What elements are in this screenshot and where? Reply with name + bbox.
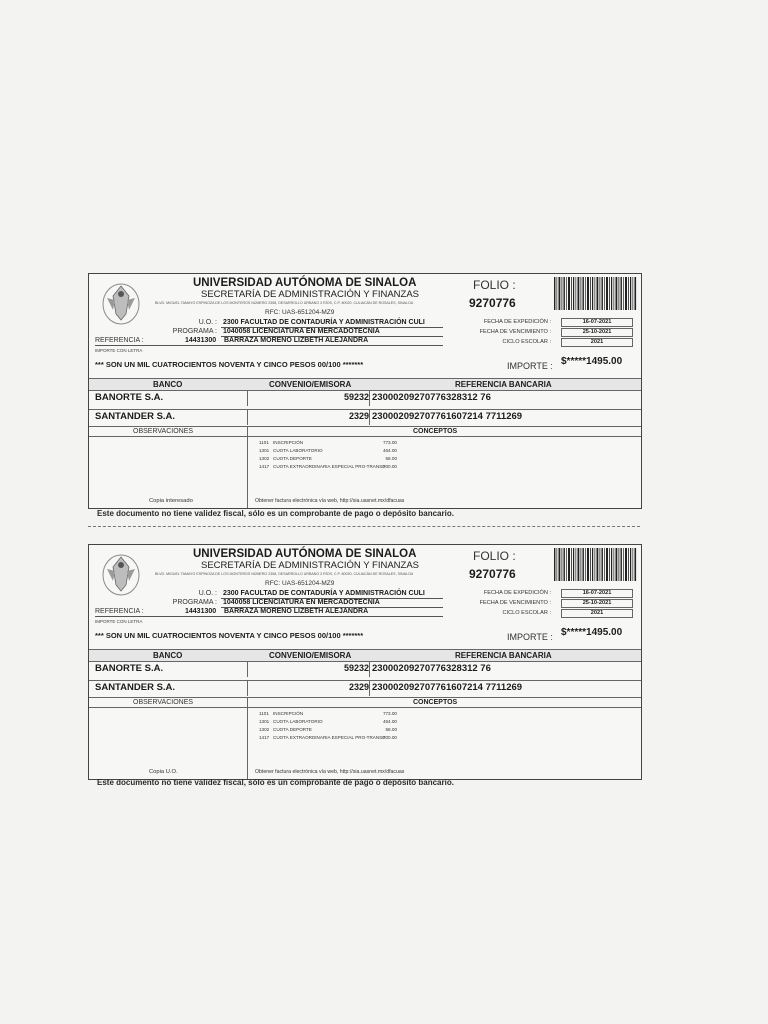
folio-label: FOLIO : [473, 549, 516, 563]
observaciones-header: OBSERVACIONES [133, 428, 194, 435]
uo-value: 2300 FACULTAD DE CONTADURÍA Y ADMINISTRACIÓN CULI [223, 319, 425, 326]
address: BLVD. MIGUEL TAMAYO ESPINOZA DE LOS MONTEROS NÚMERO 2358, DESARROLLO URBANO 3 RÍOS, C.P. 80020, CULIACÁN DE ROSALES, SINALOA [155, 301, 414, 305]
observaciones-conceptos: OBSERVACIONES CONCEPTOS 1101 INSCRIPCIÓN 773.00 1301 CUOTA LABORATORIO 464.00 1302 CUOTA DEPORTE 58.00 1417 CUOTA EXTRAORDINARIA ESPECIAL PRO-TRANSP 200.00 Copia interesado Obtener factura electrónica vía web, http://sia.uasnet.mx/dfacuas [89, 426, 641, 508]
matricula-value: 14431300 [185, 608, 217, 615]
fecha-expedicion-value: 16-07-2021 [561, 589, 633, 598]
bank-table-header [89, 378, 641, 390]
observaciones-conceptos: OBSERVACIONES CONCEPTOS 1101 INSCRIPCIÓN 773.00 1301 CUOTA LABORATORIO 464.00 1302 CUOTA DEPORTE 58.00 1417 CUOTA EXTRAORDINARIA ESPECIAL PRO-TRANSP 200.00 Copia U.O. Obtener factura electrónica vía web, http://sia.uasnet.mx/dfacuas [89, 697, 641, 779]
address: BLVD. MIGUEL TAMAYO ESPINOZA DE LOS MONTEROS NÚMERO 2358, DESARROLLO URBANO 3 RÍOS, C.P. 80020, CULIACÁN DE ROSALES, SINALOA [155, 572, 414, 576]
referencia-bancaria-value: 23000209270776328312 76 [372, 663, 491, 674]
fecha-vencimiento-value: 25-10-2021 [561, 328, 633, 337]
fecha-vencimiento-label: FECHA DE VENCIMIENTO : [479, 329, 551, 335]
bank-name: BANORTE S.A. [95, 392, 164, 403]
convenio-value: 59232 [343, 392, 369, 402]
bank-table-header [89, 649, 641, 661]
banco-header: BANCO [153, 380, 183, 389]
importe-value: $*****1495.00 [561, 356, 623, 367]
uo-label: U.O. : [198, 319, 217, 326]
copy-label: Copia U.O. [149, 769, 178, 775]
importe-label: IMPORTE : [507, 632, 553, 642]
referencia-label: REFERENCIA : [95, 608, 144, 615]
folio-label: FOLIO : [473, 278, 516, 292]
rfc: RFC: UAS-651204-MZ9 [265, 309, 335, 316]
factura-note: Obtener factura electrónica vía web, http://sia.uasnet.mx/dfacuas [255, 498, 405, 504]
importe-label: IMPORTE : [507, 361, 553, 371]
referencia-bancaria-value: 230002092707761607214 7711269 [372, 411, 523, 422]
payment-slip-uo [88, 544, 642, 780]
fecha-vencimiento-value: 25-10-2021 [561, 599, 633, 608]
convenio-header: CONVENIO/EMISORA [269, 651, 352, 660]
rfc: RFC: UAS-651204-MZ9 [265, 580, 335, 587]
importe-value: $*****1495.00 [561, 627, 623, 638]
programa-value: 1040058 LICENCIATURA EN MERCADOTECNIA [223, 599, 380, 606]
barcode-icon [553, 277, 637, 310]
conceptos-header: CONCEPTOS [413, 699, 458, 706]
importe-letra-label: IMPORTE CON LETRA [95, 619, 143, 624]
table-row [89, 409, 641, 425]
ciclo-escolar-value: 2021 [561, 338, 633, 347]
programa-label: PROGRAMA : [172, 599, 217, 606]
bank-name: SANTANDER S.A. [95, 411, 176, 422]
folio-number: 9270776 [469, 296, 516, 310]
payment-slip-interesado [88, 273, 642, 509]
referencia-bancaria-header: REFERENCIA BANCARIA [455, 651, 552, 660]
university-seal-icon [99, 551, 143, 597]
referencia-bancaria-value: 230002092707761607214 7711269 [372, 682, 523, 693]
university-name: UNIVERSIDAD AUTÓNOMA DE SINALOA [193, 277, 417, 289]
barcode-icon [553, 548, 637, 581]
disclaimer: Este documento no tiene validez fiscal, sólo es un comprobante de pago o depósito bancario. [97, 509, 454, 518]
fecha-expedicion-label: FECHA DE EXPEDICIÓN : [483, 319, 551, 325]
folio-number: 9270776 [469, 567, 516, 581]
student-name: BARRAZA MORENO LIZBETH ALEJANDRA [224, 337, 369, 344]
convenio-value: 2329 [348, 411, 369, 421]
programa-value: 1040058 LICENCIATURA EN MERCADOTECNIA [223, 328, 380, 335]
ciclo-escolar-label: CICLO ESCOLAR : [502, 610, 551, 616]
fecha-expedicion-value: 16-07-2021 [561, 318, 633, 327]
secretaria-name: SECRETARÍA DE ADMINISTRACIÓN Y FINANZAS [201, 560, 420, 571]
uo-value: 2300 FACULTAD DE CONTADURÍA Y ADMINISTRACIÓN CULI [223, 590, 425, 597]
university-name: UNIVERSIDAD AUTÓNOMA DE SINALOA [193, 548, 417, 560]
referencia-bancaria-header: REFERENCIA BANCARIA [455, 380, 552, 389]
fecha-expedicion-label: FECHA DE EXPEDICIÓN : [483, 590, 551, 596]
programa-label: PROGRAMA : [172, 328, 217, 335]
copy-label: Copia interesado [149, 498, 193, 504]
disclaimer: Este documento no tiene validez fiscal, sólo es un comprobante de pago o depósito bancario. [97, 778, 454, 787]
importe-letra-label: IMPORTE CON LETRA [95, 348, 143, 353]
banco-header: BANCO [153, 651, 183, 660]
referencia-bancaria-value: 23000209270776328312 76 [372, 392, 491, 403]
secretaria-name: SECRETARÍA DE ADMINISTRACIÓN Y FINANZAS [201, 289, 420, 300]
fecha-vencimiento-label: FECHA DE VENCIMIENTO : [479, 600, 551, 606]
university-seal-icon [99, 280, 143, 326]
observaciones-header: OBSERVACIONES [133, 699, 194, 706]
convenio-value: 2329 [348, 682, 369, 692]
importe-letra-value: *** SON UN MIL CUATROCIENTOS NOVENTA Y CINCO PESOS 00/100 ******* [95, 360, 364, 369]
bank-name: SANTANDER S.A. [95, 682, 176, 693]
referencia-label: REFERENCIA : [95, 337, 144, 344]
importe-letra-value: *** SON UN MIL CUATROCIENTOS NOVENTA Y CINCO PESOS 00/100 ******* [95, 631, 364, 640]
student-name: BARRAZA MORENO LIZBETH ALEJANDRA [224, 608, 369, 615]
convenio-header: CONVENIO/EMISORA [269, 380, 352, 389]
matricula-value: 14431300 [185, 337, 217, 344]
convenio-value: 59232 [343, 663, 369, 673]
uo-label: U.O. : [198, 590, 217, 597]
conceptos-header: CONCEPTOS [413, 428, 458, 435]
table-row [89, 680, 641, 696]
bank-name: BANORTE S.A. [95, 663, 164, 674]
ciclo-escolar-label: CICLO ESCOLAR : [502, 339, 551, 345]
cut-line [88, 526, 640, 527]
factura-note: Obtener factura electrónica vía web, http://sia.uasnet.mx/dfacuas [255, 769, 405, 775]
table-row [89, 661, 641, 677]
table-row [89, 390, 641, 406]
ciclo-escolar-value: 2021 [561, 609, 633, 618]
